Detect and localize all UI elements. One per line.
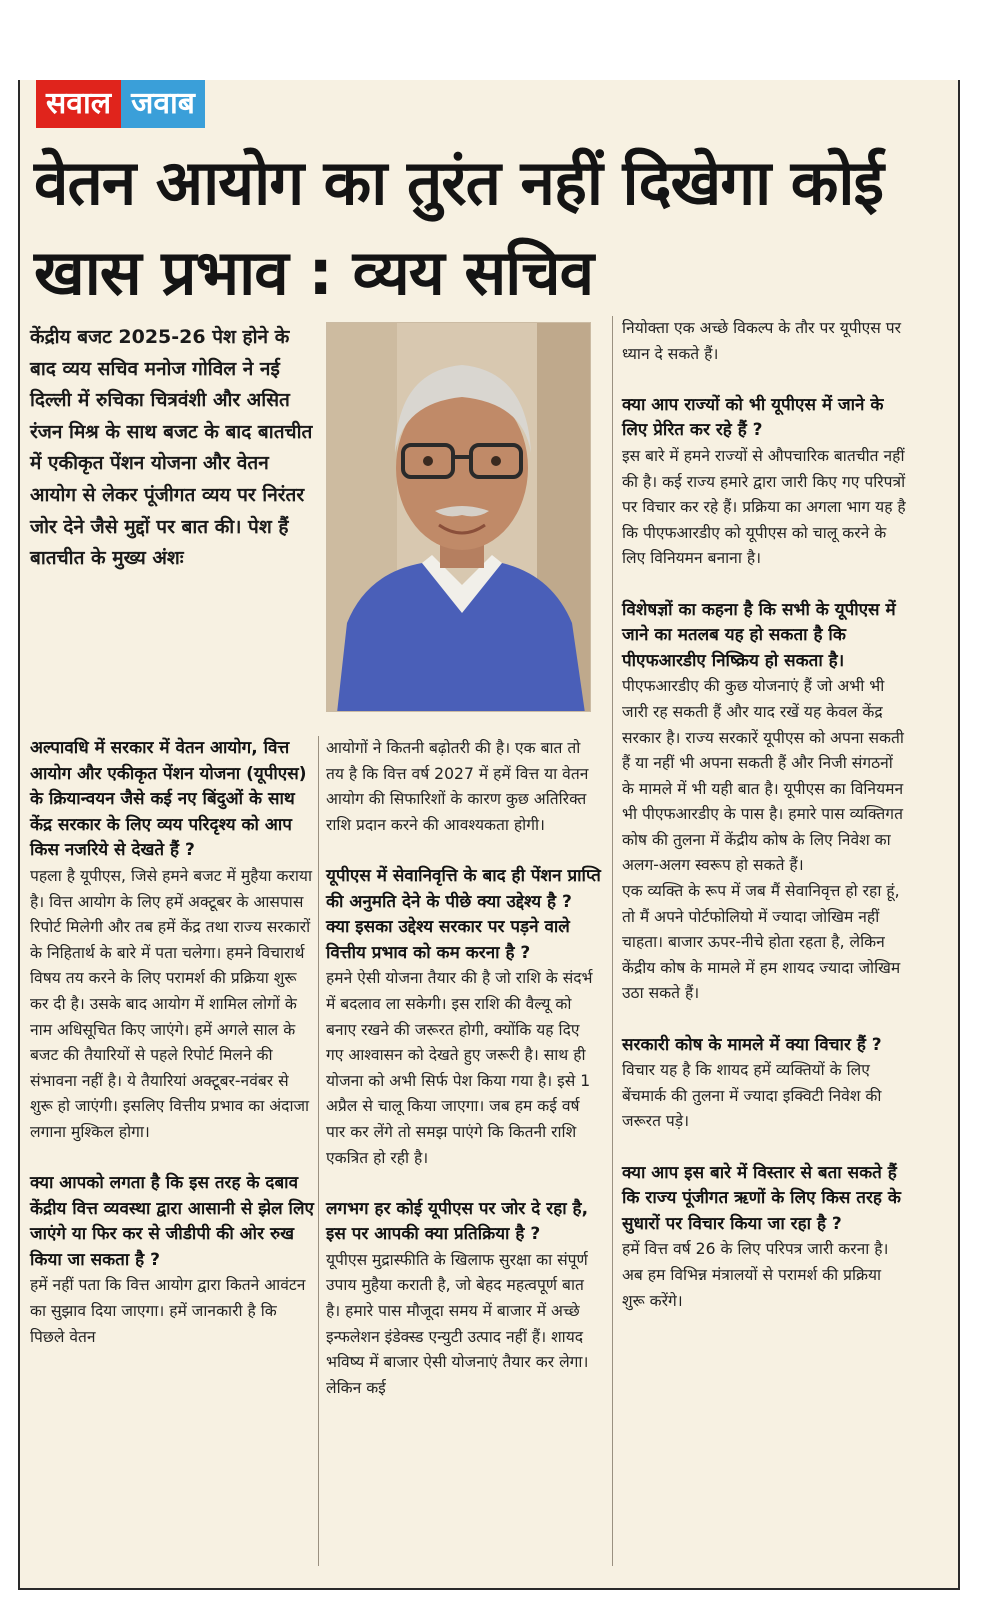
answer: नियोक्ता एक अच्छे विकल्प के तौर पर यूपीएस पर ध्यान दे सकते हैं। (622, 319, 901, 363)
scan-margin (0, 0, 983, 78)
question: क्या आपको लगता है कि इस तरह के दबाव केंद्रीय वित्त व्यवस्था द्वारा आसानी से झेल लिए जाएंगे या फिर कर से जीडीपी की ओर रुख किया जा सकता है ? (30, 1173, 314, 1270)
answer: पहला है यूपीएस, जिसे हमने बजट में मुहैया कराया है। वित्त आयोग के लिए हमें अक्टूबर के आसपास रिपोर्ट मिलेगी और तब हमें केंद्र तथा राज्य सरकारों के निहितार्थ के बारे में पता चलेगा। हमने विचारार्थ विषय तय करने के लिए परामर्श की प्रक्रिया शुरू कर दी है। उसके बाद आयोग में शामिल लोगों के नाम अधिसूचित किए जाएंगे। हमें अगले साल के बजट की तैयारियों से पहले रिपोर्ट मिलने की संभावना नहीं है। ये तैयारियां अक्टूबर-नवंबर से शुरू हो जाएंगी। इसलिए वित्तीय प्रभाव का अंदाजा लगाना मुश्किल होगा। (30, 866, 312, 1141)
question: लगभग हर कोई यूपीएस पर जोर दे रहा है, इस पर आपकी क्या प्रतिक्रिया है ? (326, 1198, 589, 1245)
question: यूपीएस में सेवानिवृत्ति के बाद ही पेंशन प्राप्ति की अनुमति देने के पीछे क्या उद्देश्य है ? क्या इसका उद्देश्य सरकार पर पड़ने वाले वित्तीय प्रभाव को कम करना है ? (326, 865, 601, 963)
section-badge (36, 80, 205, 128)
question: क्या आप इस बारे में विस्तार से बता सकते हैं कि राज्य पूंजीगत ऋणों के लिए किस तरह के सुधारों पर विचार किया जा रहा है ? (622, 1162, 901, 1234)
answer: एक व्यक्ति के रूप में जब मैं सेवानिवृत्त हो रहा हूं, तो मैं अपने पोर्टफोलियो में ज्यादा जोखिम नहीं चाहता। बाजार ऊपर-नीचे होता रहता है, लेकिन केंद्रीय कोष के मामले में हम शायद ज्यादा जोखिम उठा सकते हैं। (622, 882, 901, 1003)
portrait-photo (326, 322, 591, 712)
question: सरकारी कोष के मामले में क्या विचार हैं ? (622, 1034, 882, 1055)
answer: पीएफआरडीए की कुछ योजनाएं हैं जो अभी भी जारी रह सकती हैं और याद रखें यह केवल केंद्र सरकार है। राज्य सरकारें यूपीएस को अपना सकती हैं या नहीं भी अपना सकती हैं और निजी संगठनों के मामले में भी यही बात है। यूपीएस का विनियमन भी पीएफआरडीए के पास है। हमारे पास व्यक्तिगत कोष की तुलना में केंद्रीय कोष के लिए निवेश का अलग-अलग स्वरूप हो सकते हैं। (622, 677, 904, 875)
answer: आयोगों ने कितनी बढ़ोतरी की है। एक बात तो तय है कि वित्त वर्ष 2027 में हमें वित्त या वेतन आयोग की सिफारिशों के कारण कुछ अतिरिक्त राशि प्रदान करने की आवश्यकता होगी। (326, 739, 589, 834)
question: अल्पावधि में सरकार में वेतन आयोग, वित्त आयोग और एकीकृत पेंशन योजना (यूपीएस) के क्रियान्वयन जैसे कई नए बिंदुओं के साथ केंद्र सरकार के लिए व्यय परिदृश्य को आप किस नजरिये से देखते हैं ? (30, 738, 307, 861)
question: विशेषज्ञों का कहना है कि सभी के यूपीएस में जाने का मतलब यह हो सकता है कि पीएफआरडीए निष्क्रिय हो सकता है। (622, 599, 896, 671)
badge-answer: जवाब (121, 80, 205, 128)
headline: वेतन आयोग का तुरंत नहीं दिखेगा कोई खास प्रभाव : व्यय सचिव (34, 146, 883, 309)
answer: विचार यह है कि शायद हमें व्यक्तियों के लिए बेंचमार्क की तुलना में ज्यादा इक्विटी निवेश की जरूरत पड़े। (622, 1061, 882, 1131)
lead-paragraph: केंद्रीय बजट 2025-26 पेश होने के बाद व्यय सचिव मनोज गोविल ने नई दिल्ली में रुचिका चित्रवंशी और असित रंजन मिश्र के साथ बजट के बाद बातचीत में एकीकृत पेंशन योजना और वेतन आयोग से लेकर पूंजीगत व्यय पर निरंतर जोर देने जैसे मुद्दों पर बात की। पेश हैं बातचीत के मुख्य अंशः (30, 326, 313, 570)
column-3 (622, 316, 906, 1314)
column-1 (30, 736, 316, 1350)
answer: यूपीएस मुद्रास्फीति के खिलाफ सुरक्षा का संपूर्ण उपाय मुहैया कराती है, जो बेहद महत्वपूर्ण बात है। हमारे पास मौजूदा समय में बाजार में अच्छे इन्फलेशन इंडेक्स्ड एन्युटी उत्पाद नहीं हैं। शायद भविष्य में बाजार ऐसी योजनाएं तैयार कर लेगा। लेकिन कई (326, 1250, 589, 1397)
question: क्या आप राज्यों को भी यूपीएस में जाने के लिए प्रेरित कर रहे हैं ? (622, 394, 884, 441)
answer: हमने ऐसी योजना तैयार की है जो राशि के संदर्भ में बदलाव ला सकेगी। इस राशि की वैल्यू को बनाए रखने की जरूरत होगी, क्योंकि यह दिए गए आश्वासन को देखते हुए जरूरी है। साथ ही योजना को अभी सिर्फ पेश किया गया है। इसे 1 अप्रैल से चालू किया जाएगा। जब हम कई वर्ष पार कर लेंगे तो समझ पाएंगे कि कितनी राशि एकत्रित हो रही है। (326, 969, 593, 1167)
answer: इस बारे में हमने राज्यों से औपचारिक बातचीत नहीं की है। कई राज्य हमारे द्वारा जारी किए गए परिपत्रों पर विचार कर रहे हैं। प्रक्रिया का अगला भाग यह है कि पीएफआरडीए को यूपीएस को चालू करने के लिए विनियमन बनाना है। (622, 446, 906, 568)
column-rule (612, 316, 613, 1566)
answer: हमें वित्त वर्ष 26 के लिए परिपत्र जारी करना है। अब हम विभिन्न मंत्रालयों से परामर्श की प्रक्रिया शुरू करेंगे। (622, 1240, 889, 1310)
answer: हमें नहीं पता कि वित्त आयोग द्वारा कितने आवंटन का सुझाव दिया जाएगा। हमें जानकारी है कि पिछले वेतन (30, 1276, 306, 1346)
portrait-illustration (327, 323, 591, 712)
badge-question: सवाल (36, 80, 121, 128)
column-2 (326, 736, 601, 1401)
column-rule (318, 736, 319, 1566)
